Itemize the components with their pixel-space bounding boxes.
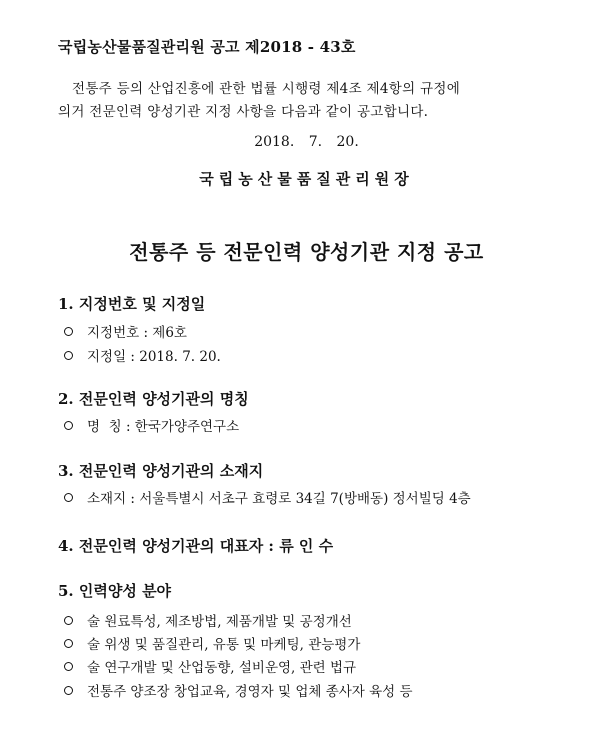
section-heading-4: 4. 전문인력 양성기관의 대표자 : 류 인 수 xyxy=(58,537,334,555)
list-item-text: 지정번호 : 제6호 xyxy=(87,325,187,341)
list-item xyxy=(64,610,352,630)
circle-bullet-icon xyxy=(64,327,73,336)
intro-line-1: 전통주 등의 산업진흥에 관한 법률 시행령 제4조 제4항의 규정에 xyxy=(72,81,461,97)
circle-bullet-icon xyxy=(64,662,73,671)
section-heading-1: 1. 지정번호 및 지정일 xyxy=(58,295,206,313)
intro-line-2: 의거 전문인력 양성기관 지정 사항을 다음과 같이 공고합니다. xyxy=(58,104,429,120)
section-heading-3: 3. 전문인력 양성기관의 소재지 xyxy=(58,462,264,480)
list-item xyxy=(64,656,356,676)
list-item-text: 지정일 : 2018. 7. 20. xyxy=(87,349,221,365)
list-item-text: 술 연구개발 및 산업동향, 설비운영, 관련 법규 xyxy=(87,660,357,676)
circle-bullet-icon xyxy=(64,351,73,360)
list-item-text: 술 위생 및 품질관리, 유통 및 마케팅, 관능평가 xyxy=(87,637,361,653)
section-heading-2: 2. 전문인력 양성기관의 명칭 xyxy=(58,390,249,408)
list-item-text: 명 칭 : 한국가양주연구소 xyxy=(87,419,240,435)
list-item xyxy=(64,321,187,341)
circle-bullet-icon xyxy=(64,421,73,430)
issuer-name: 국립농산물품질관리원장 xyxy=(199,170,414,188)
list-item xyxy=(64,633,360,653)
circle-bullet-icon xyxy=(64,616,73,625)
notice-number: 국립농산물품질관리원 공고 제2018 - 43호 xyxy=(58,38,356,56)
document-title: 전통주 등 전문인력 양성기관 지정 공고 xyxy=(129,240,484,264)
list-item-text: 소재지 : 서울특별시 서초구 효령로 34길 7(방배동) 정서빌딩 4층 xyxy=(87,491,471,507)
list-item xyxy=(64,415,239,435)
list-item-text: 전통주 양조장 창업교육, 경영자 및 업체 종사자 육성 등 xyxy=(87,684,413,700)
circle-bullet-icon xyxy=(64,686,73,695)
list-item-text: 술 원료특성, 제조방법, 제품개발 및 공정개선 xyxy=(87,614,352,630)
circle-bullet-icon xyxy=(64,493,73,502)
circle-bullet-icon xyxy=(64,639,73,648)
list-item xyxy=(64,487,471,507)
notice-date: 2018. 7. 20. xyxy=(254,134,359,150)
list-item xyxy=(64,680,413,700)
list-item xyxy=(64,345,221,365)
section-heading-5: 5. 인력양성 분야 xyxy=(58,582,172,600)
